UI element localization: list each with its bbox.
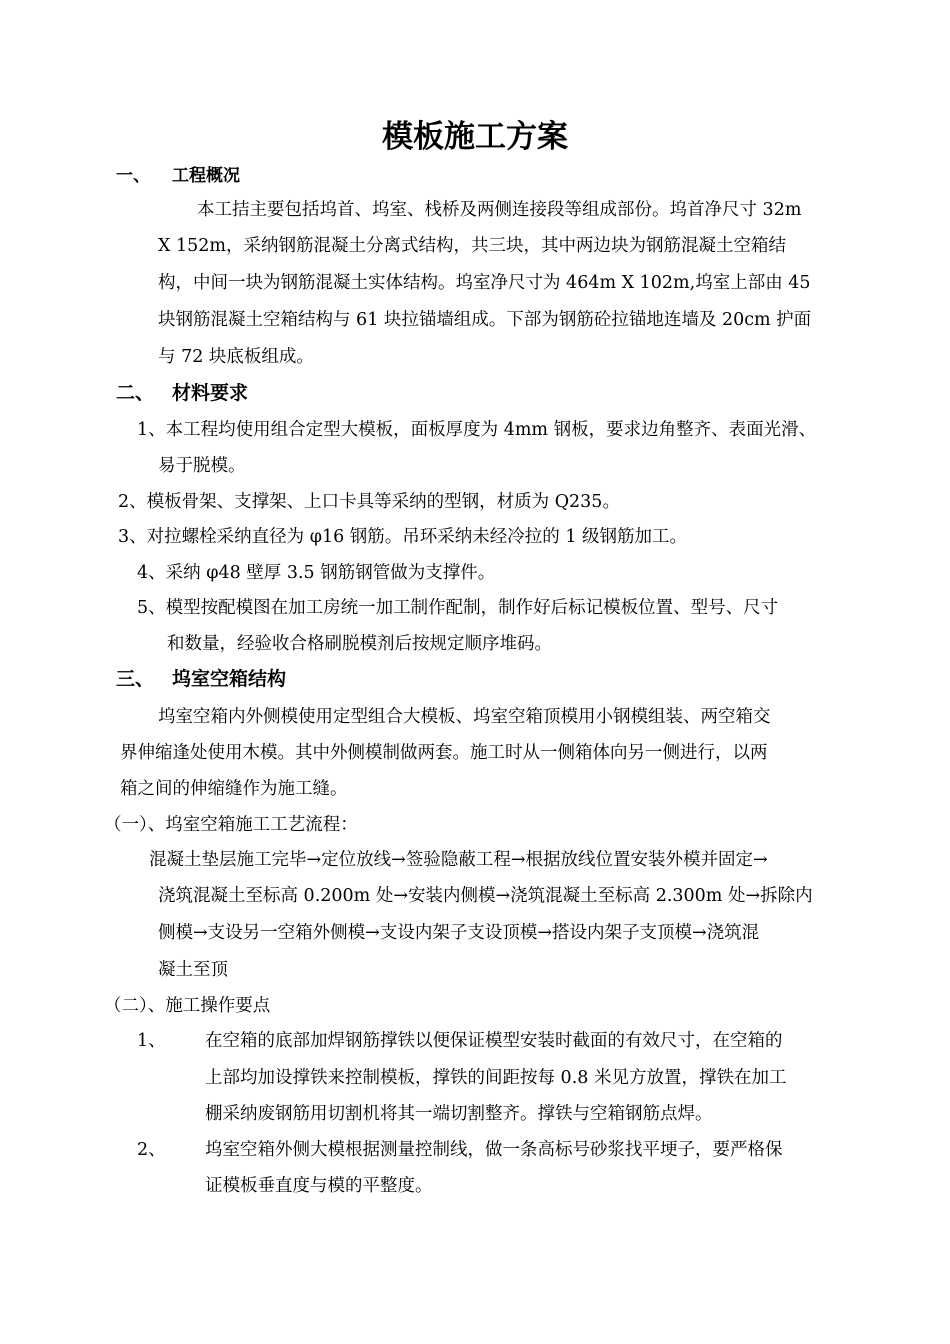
point-2-line: 证模板垂直度与模的平整度。 [205,1176,433,1196]
point-1-line: 在空箱的底部加焊钢筋撑铁以便保证模型安装时截面的有效尺寸，在空箱的 [205,1031,783,1051]
section-1-number: 一、 [116,166,150,186]
section-1-line: 块钢筋混凝土空箱结构与 61 块拉锚墙组成。下部为钢筋砼拉锚地连墙及 20cm 护面 [158,310,812,330]
section-2-item: 易于脱模。 [158,456,246,476]
point-1-line: 棚采纳废钢筋用切割机将其一端切割整齐。撑铁与空箱钢筋点焊。 [205,1104,713,1124]
section-3-number: 三、 [116,668,155,690]
section-2-item: 2、模板骨架、支撑架、上口卡具等采纳的型钢，材质为 Q235。 [118,492,620,512]
point-1-line: 上部均加设撑铁来控制模板，撑铁的间距按每 0.8 米见方放置，撑铁在加工 [205,1068,787,1088]
subsection-2-heading: （二）、施工操作要点 [104,996,271,1016]
process-flow-line: 混凝土垫层施工完毕→定位放线→签验隐蔽工程→根据放线位置安装外模并固定→ [149,850,768,870]
process-flow-line: 浇筑混凝土至标高 0.200m 处→安装内侧模→浇筑混凝土至标高 2.300m 处→拆除内 [158,886,813,906]
section-2-number: 二、 [116,382,155,404]
section-2-heading: 材料要求 [172,382,249,404]
section-3-line: 坞室空箱内外侧模使用定型组合大模板、坞室空箱顶模用小钢模组装、两空箱交 [158,707,771,727]
section-1-line: 本工拮主要包括坞首、坞室、栈桥及两侧连接段等组成部份。坞首净尺寸 32m [197,200,802,220]
page-title: 模板施工方案 [382,119,568,155]
section-1-line: 与 72 块底板组成。 [158,347,314,367]
point-1-number: 1、 [137,1031,166,1051]
section-2-item: 1、本工程均使用组合定型大模板，面板厚度为 4mm 钢板，要求边角整齐、表面光滑、 [137,420,817,440]
section-3-line: 箱之间的伸缩缝作为施工缝。 [120,779,348,799]
subsection-1-heading: （一）、坞室空箱施工工艺流程： [104,815,358,835]
section-2-item: 5、模型按配模图在加工房统一加工制作配制，制作好后标记模板位置、型号、尺寸 [137,598,779,618]
point-2-line: 坞室空箱外侧大模根据测量控制线，做一条高标号砂浆找平埂子，要严格保 [205,1140,783,1160]
section-2-item: 和数量，经验收合格刷脱模剂后按规定顺序堆码。 [167,634,552,654]
section-1-line: 构，中间一块为钢筋混凝土实体结构。坞室净尺寸为 464m X 102m,坞室上部由 45 [158,273,811,293]
process-flow-line: 凝土至顶 [158,960,228,980]
section-3-heading: 坞室空箱结构 [172,668,287,690]
section-2-item: 3、对拉螺栓采纳直径为 φ16 钢筋。吊环采纳未经冷拉的 1 级钢筋加工。 [118,527,688,547]
point-2-number: 2、 [137,1140,166,1160]
section-1-line: X 152m，采纳钢筋混凝土分离式结构，共三块，其中两边块为钢筋混凝土空箱结 [158,236,787,256]
section-2-item: 4、采纳 φ48 壁厚 3.5 钢筋钢管做为支撑件。 [137,563,496,583]
process-flow-line: 侧模→支设另一空箱外侧模→支设内架子支设顶模→搭设内架子支顶模→浇筑混 [158,923,760,943]
section-1-heading: 工程概况 [172,166,240,186]
section-3-line: 界伸缩逢处使用木模。其中外侧模制做两套。施工时从一侧箱体向另一侧进行，以两 [120,743,768,763]
